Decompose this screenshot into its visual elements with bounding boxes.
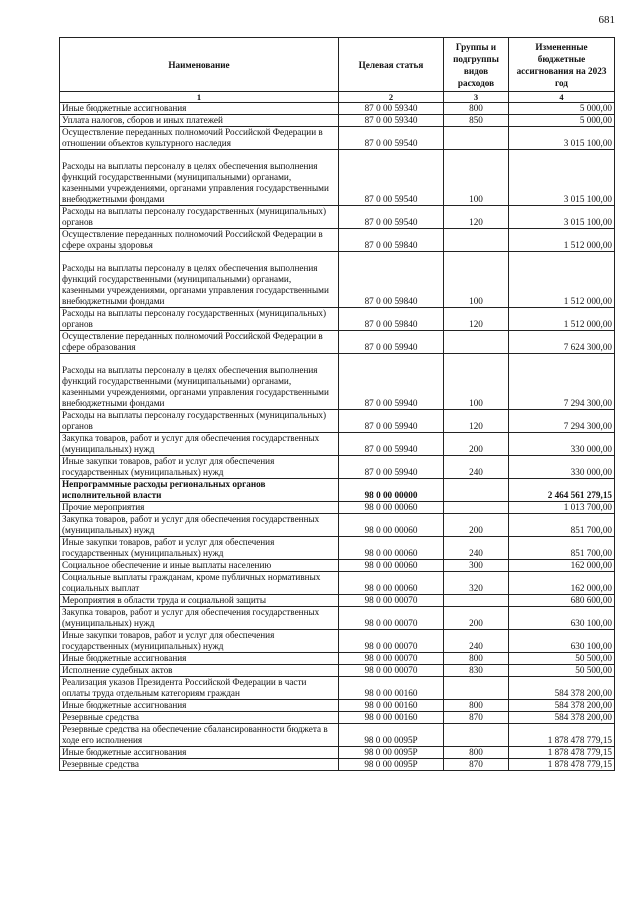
row-expense-group: 200	[444, 514, 509, 537]
row-name: Закупка товаров, работ и услуг для обеспечения государственных (муниципальных) нужд	[60, 607, 339, 630]
row-target-code: 87 0 00 59340	[339, 103, 444, 115]
row-target-code: 98 0 00 00070	[339, 595, 444, 607]
table-row	[60, 560, 615, 572]
row-amount: 3 015 100,00	[509, 127, 615, 150]
row-expense-group: 120	[444, 308, 509, 331]
row-name: Иные бюджетные ассигнования	[60, 747, 339, 759]
table-row	[60, 252, 615, 308]
row-amount: 630 100,00	[509, 607, 615, 630]
row-name: Резервные средства	[60, 759, 339, 771]
row-amount: 50 500,00	[509, 665, 615, 677]
row-name: Иные закупки товаров, работ и услуг для обеспечения государственных (муниципальных) нужд	[60, 456, 339, 479]
row-target-code: 98 0 00 00070	[339, 653, 444, 665]
row-name: Иные бюджетные ассигнования	[60, 103, 339, 115]
row-name: Мероприятия в области труда и социальной защиты	[60, 595, 339, 607]
table-row	[60, 433, 615, 456]
row-name: Резервные средства на обеспечение сбалансированности бюджета в ходе его исполнения	[60, 724, 339, 747]
row-amount: 851 700,00	[509, 514, 615, 537]
row-name: Непрограммные расходы региональных органов исполнительной власти	[60, 479, 339, 502]
row-name: Реализация указов Президента Российской Федерации в части оплаты труда отдельным категориям граждан	[60, 677, 339, 700]
row-name: Расходы на выплаты персоналу государственных (муниципальных) органов	[60, 308, 339, 331]
table-row	[60, 308, 615, 331]
row-name: Расходы на выплаты персоналу государственных (муниципальных) органов	[60, 410, 339, 433]
table-row	[60, 677, 615, 700]
table-row	[60, 150, 615, 206]
column-numbers-row	[60, 92, 615, 103]
table-row	[60, 514, 615, 537]
row-target-code: 98 0 00 00070	[339, 630, 444, 653]
row-target-code: 87 0 00 59540	[339, 127, 444, 150]
table-row	[60, 127, 615, 150]
row-target-code: 87 0 00 59340	[339, 115, 444, 127]
table-row	[60, 410, 615, 433]
row-target-code: 98 0 00 0095Р	[339, 747, 444, 759]
row-target-code: 98 0 00 0095Р	[339, 759, 444, 771]
row-name: Осуществление переданных полномочий Российской Федерации в отношении объектов культурного наследия	[60, 127, 339, 150]
budget-table	[59, 37, 615, 771]
row-name: Расходы на выплаты персоналу в целях обеспечения выполнения функций государственными (муниципальными) органами, казенными учреждениями, органами управления государственными внебюджетными фондами	[60, 252, 339, 308]
row-expense-group: 240	[444, 537, 509, 560]
row-expense-group	[444, 479, 509, 502]
row-name: Социальное обеспечение и иные выплаты населению	[60, 560, 339, 572]
column-number: 1	[60, 92, 339, 103]
table-row	[60, 502, 615, 514]
row-target-code: 87 0 00 59540	[339, 206, 444, 229]
header-code: Целевая статья	[339, 38, 444, 92]
row-target-code: 98 0 00 00160	[339, 712, 444, 724]
table-row	[60, 712, 615, 724]
row-expense-group: 800	[444, 747, 509, 759]
row-expense-group: 200	[444, 607, 509, 630]
column-number: 2	[339, 92, 444, 103]
row-target-code: 98 0 00 00160	[339, 700, 444, 712]
row-name: Резервные средства	[60, 712, 339, 724]
row-expense-group	[444, 724, 509, 747]
row-target-code: 98 0 00 00060	[339, 572, 444, 595]
row-expense-group: 830	[444, 665, 509, 677]
row-target-code: 98 0 00 00000	[339, 479, 444, 502]
row-amount: 162 000,00	[509, 560, 615, 572]
table-row	[60, 759, 615, 771]
row-expense-group: 800	[444, 103, 509, 115]
row-name: Иные закупки товаров, работ и услуг для обеспечения государственных (муниципальных) нужд	[60, 630, 339, 653]
table-header-row	[60, 38, 615, 92]
row-amount: 584 378 200,00	[509, 712, 615, 724]
row-name: Расходы на выплаты персоналу в целях обеспечения выполнения функций государственными (муниципальными) органами, казенными учреждениями, органами управления государственными внебюджетными фондами	[60, 354, 339, 410]
row-amount: 1 878 478 779,15	[509, 724, 615, 747]
row-name: Расходы на выплаты персоналу государственных (муниципальных) органов	[60, 206, 339, 229]
row-target-code: 87 0 00 59940	[339, 456, 444, 479]
table-row	[60, 630, 615, 653]
row-amount: 330 000,00	[509, 456, 615, 479]
row-name: Исполнение судебных актов	[60, 665, 339, 677]
row-amount: 1 013 700,00	[509, 502, 615, 514]
header-name: Наименование	[60, 38, 339, 92]
row-target-code: 98 0 00 00060	[339, 502, 444, 514]
row-expense-group: 870	[444, 759, 509, 771]
row-expense-group	[444, 502, 509, 514]
row-expense-group: 200	[444, 433, 509, 456]
row-amount: 584 378 200,00	[509, 677, 615, 700]
table-row	[60, 747, 615, 759]
row-expense-group: 320	[444, 572, 509, 595]
row-target-code: 98 0 00 00070	[339, 665, 444, 677]
row-expense-group: 120	[444, 410, 509, 433]
row-target-code: 87 0 00 59940	[339, 410, 444, 433]
table-row	[60, 572, 615, 595]
table-row	[60, 653, 615, 665]
row-target-code: 87 0 00 59940	[339, 354, 444, 410]
row-amount: 7 624 300,00	[509, 331, 615, 354]
table-row	[60, 456, 615, 479]
page-number: 681	[598, 14, 615, 26]
row-amount: 2 464 561 279,15	[509, 479, 615, 502]
row-name: Закупка товаров, работ и услуг для обеспечения государственных (муниципальных) нужд	[60, 433, 339, 456]
column-number: 3	[444, 92, 509, 103]
row-target-code: 98 0 00 00070	[339, 607, 444, 630]
table-row	[60, 724, 615, 747]
table-row	[60, 354, 615, 410]
row-amount: 162 000,00	[509, 572, 615, 595]
row-name: Осуществление переданных полномочий Российской Федерации в сфере образования	[60, 331, 339, 354]
row-amount: 5 000,00	[509, 103, 615, 115]
table-row	[60, 665, 615, 677]
table-row	[60, 103, 615, 115]
row-name: Осуществление переданных полномочий Российской Федерации в сфере охраны здоровья	[60, 229, 339, 252]
row-amount: 1 878 478 779,15	[509, 747, 615, 759]
row-target-code: 87 0 00 59840	[339, 308, 444, 331]
row-name: Закупка товаров, работ и услуг для обеспечения государственных (муниципальных) нужд	[60, 514, 339, 537]
row-amount: 1 512 000,00	[509, 229, 615, 252]
row-amount: 3 015 100,00	[509, 150, 615, 206]
row-amount: 1 512 000,00	[509, 252, 615, 308]
row-name: Иные бюджетные ассигнования	[60, 653, 339, 665]
row-amount: 3 015 100,00	[509, 206, 615, 229]
row-expense-group: 300	[444, 560, 509, 572]
row-amount: 330 000,00	[509, 433, 615, 456]
row-expense-group	[444, 127, 509, 150]
row-target-code: 98 0 00 0095Р	[339, 724, 444, 747]
row-name: Иные закупки товаров, работ и услуг для обеспечения государственных (муниципальных) нужд	[60, 537, 339, 560]
column-number: 4	[509, 92, 615, 103]
row-name: Прочие мероприятия	[60, 502, 339, 514]
row-target-code: 98 0 00 00060	[339, 560, 444, 572]
table-row	[60, 607, 615, 630]
row-amount: 1 878 478 779,15	[509, 759, 615, 771]
table-row	[60, 595, 615, 607]
row-expense-group: 800	[444, 653, 509, 665]
row-amount: 7 294 300,00	[509, 410, 615, 433]
row-target-code: 98 0 00 00060	[339, 537, 444, 560]
row-expense-group	[444, 229, 509, 252]
row-expense-group	[444, 677, 509, 700]
row-amount: 7 294 300,00	[509, 354, 615, 410]
row-expense-group	[444, 595, 509, 607]
header-amount: Измененные бюджетные ассигнования на 2023 год	[509, 38, 615, 92]
row-expense-group: 240	[444, 630, 509, 653]
table-row	[60, 700, 615, 712]
table-row	[60, 206, 615, 229]
row-amount: 1 512 000,00	[509, 308, 615, 331]
row-expense-group: 870	[444, 712, 509, 724]
row-expense-group: 100	[444, 150, 509, 206]
row-amount: 630 100,00	[509, 630, 615, 653]
row-target-code: 87 0 00 59840	[339, 252, 444, 308]
table-row	[60, 229, 615, 252]
header-group: Группы и подгруппы видов расходов	[444, 38, 509, 92]
row-name: Иные бюджетные ассигнования	[60, 700, 339, 712]
row-target-code: 87 0 00 59940	[339, 433, 444, 456]
row-amount: 50 500,00	[509, 653, 615, 665]
row-name: Уплата налогов, сборов и иных платежей	[60, 115, 339, 127]
row-target-code: 87 0 00 59840	[339, 229, 444, 252]
row-expense-group: 120	[444, 206, 509, 229]
row-amount: 5 000,00	[509, 115, 615, 127]
table-row	[60, 331, 615, 354]
row-target-code: 87 0 00 59940	[339, 331, 444, 354]
row-expense-group: 100	[444, 252, 509, 308]
row-amount: 584 378 200,00	[509, 700, 615, 712]
row-name: Расходы на выплаты персоналу в целях обеспечения выполнения функций государственными (муниципальными) органами, казенными учреждениями, органами управления государственными внебюджетными фондами	[60, 150, 339, 206]
row-amount: 851 700,00	[509, 537, 615, 560]
row-target-code: 98 0 00 00060	[339, 514, 444, 537]
row-expense-group: 100	[444, 354, 509, 410]
row-expense-group: 800	[444, 700, 509, 712]
row-amount: 680 600,00	[509, 595, 615, 607]
row-expense-group: 850	[444, 115, 509, 127]
row-name: Социальные выплаты гражданам, кроме публичных нормативных социальных выплат	[60, 572, 339, 595]
row-expense-group: 240	[444, 456, 509, 479]
table-row	[60, 115, 615, 127]
table-row	[60, 537, 615, 560]
table-row	[60, 479, 615, 502]
row-target-code: 98 0 00 00160	[339, 677, 444, 700]
row-target-code: 87 0 00 59540	[339, 150, 444, 206]
row-expense-group	[444, 331, 509, 354]
